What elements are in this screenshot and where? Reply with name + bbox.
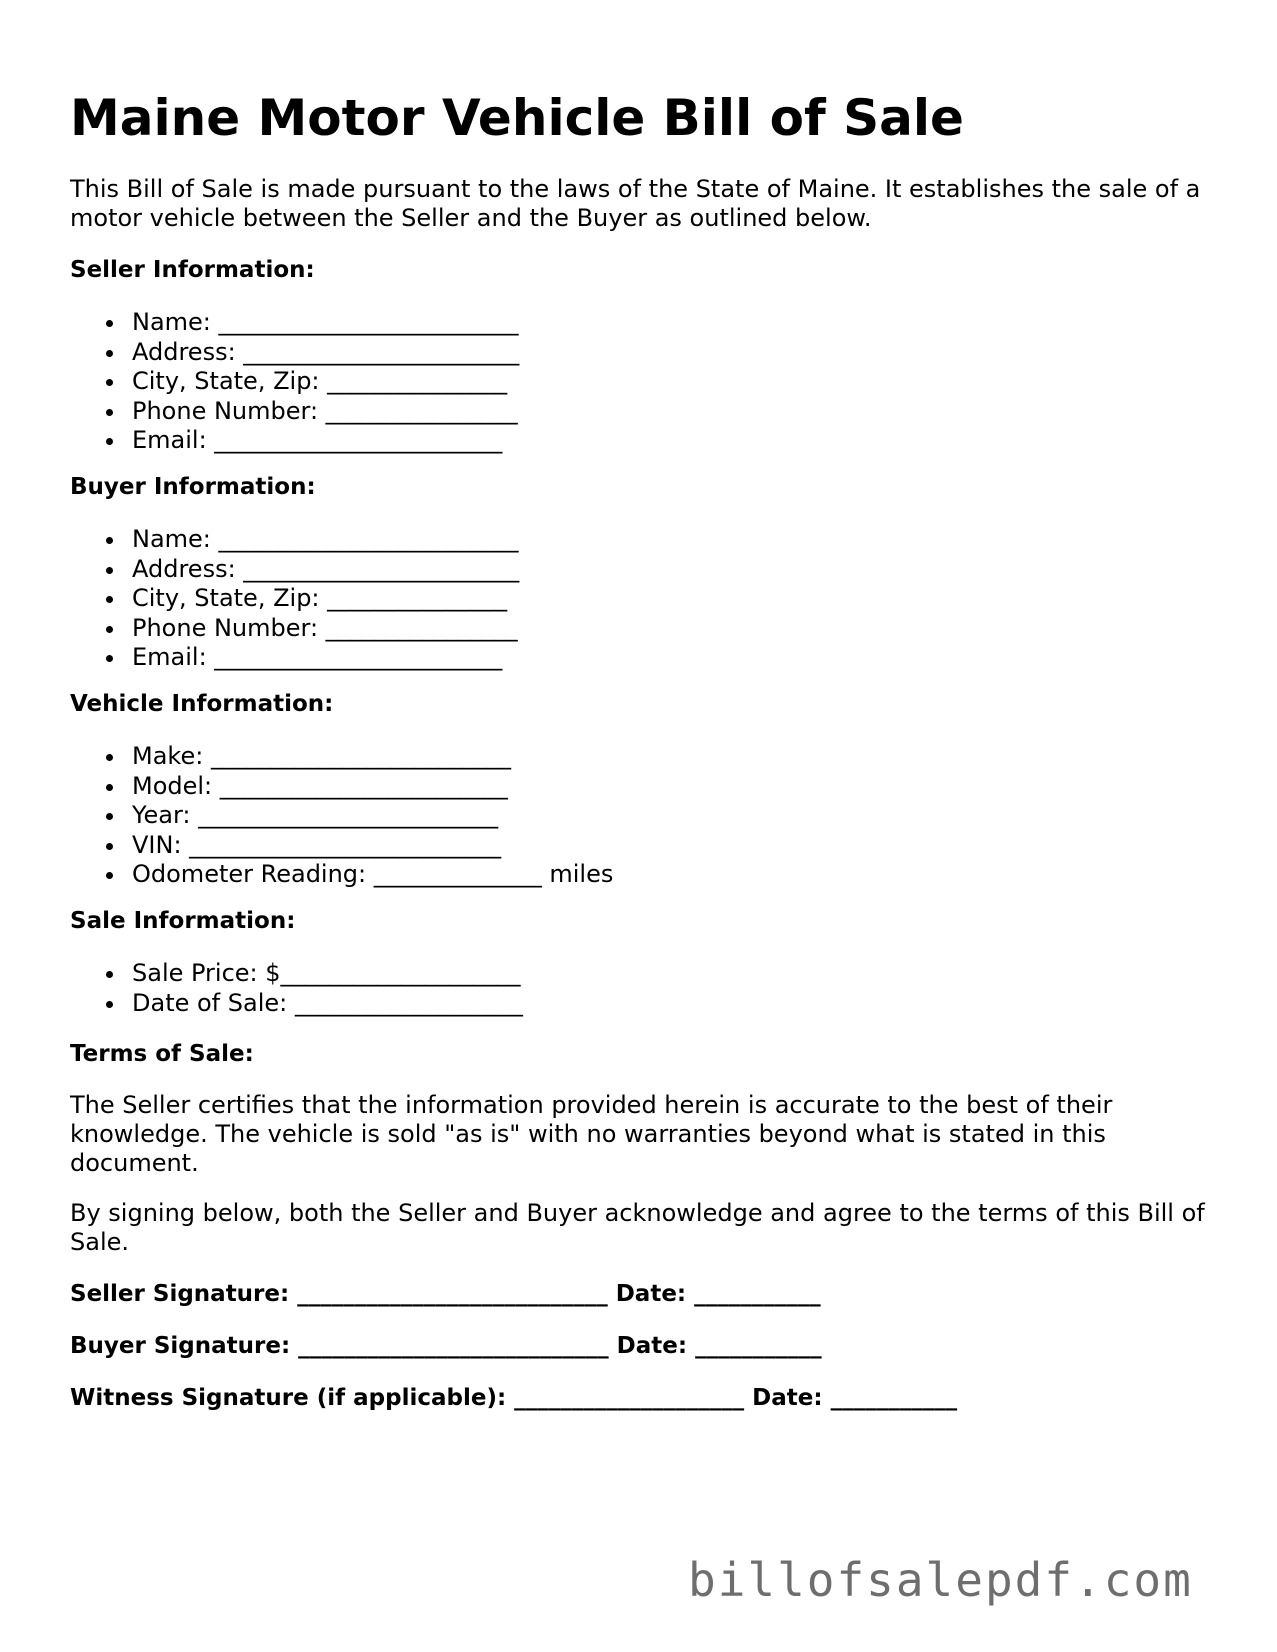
buyer-city-state-zip-field[interactable]: City, State, Zip: _______________ [70, 584, 519, 614]
buyer-info-list [70, 525, 519, 673]
sale-date-field[interactable]: Date of Sale: ___________________ [70, 989, 523, 1019]
vehicle-vin-field[interactable]: VIN: __________________________ [70, 831, 613, 861]
document-title: Maine Motor Vehicle Bill of Sale [70, 89, 964, 147]
seller-signature-line[interactable]: Seller Signature: ___________________________ Date: ___________ [70, 1281, 821, 1307]
terms-paragraph-certify: The Seller certifies that the information provided herein is accurate to the best of their knowledge. The vehicle is sold "as is" with no warranties beyond what is stated in this document. [70, 1091, 1113, 1177]
website-watermark: billofsalepdf.com [688, 1553, 1193, 1607]
buyer-phone-field[interactable]: Phone Number: ________________ [70, 614, 519, 644]
seller-phone-field[interactable]: Phone Number: ________________ [70, 397, 519, 427]
buyer-name-field[interactable]: Name: _________________________ [70, 525, 519, 555]
witness-signature-line[interactable]: Witness Signature (if applicable): ____________________ Date: ___________ [70, 1385, 958, 1411]
seller-info-list [70, 308, 519, 456]
vehicle-model-field[interactable]: Model: ________________________ [70, 772, 613, 802]
buyer-email-field[interactable]: Email: ________________________ [70, 643, 519, 673]
buyer-info-heading: Buyer Information: [70, 474, 316, 500]
vehicle-info-heading: Vehicle Information: [70, 691, 334, 717]
vehicle-odometer-field[interactable]: Odometer Reading: ______________ miles [70, 860, 613, 890]
sale-info-heading: Sale Information: [70, 908, 296, 934]
seller-address-field[interactable]: Address: _______________________ [70, 338, 519, 368]
buyer-signature-line[interactable]: Buyer Signature: ___________________________ Date: ___________ [70, 1333, 822, 1359]
vehicle-year-field[interactable]: Year: _________________________ [70, 801, 613, 831]
buyer-address-field[interactable]: Address: _______________________ [70, 555, 519, 585]
terms-paragraph-acknowledge: By signing below, both the Seller and Buyer acknowledge and agree to the terms of this Bill of Sale. [70, 1199, 1205, 1256]
seller-city-state-zip-field[interactable]: City, State, Zip: _______________ [70, 367, 519, 397]
seller-email-field[interactable]: Email: ________________________ [70, 426, 519, 456]
vehicle-info-list [70, 742, 613, 890]
terms-heading: Terms of Sale: [70, 1041, 254, 1067]
vehicle-make-field[interactable]: Make: _________________________ [70, 742, 613, 772]
sale-info-list [70, 959, 523, 1018]
intro-paragraph: This Bill of Sale is made pursuant to the laws of the State of Maine. It establishes the sale of a motor vehicle between the Seller and the Buyer as outlined below. [70, 175, 1201, 232]
seller-name-field[interactable]: Name: _________________________ [70, 308, 519, 338]
sale-price-field[interactable]: Sale Price: $____________________ [70, 959, 523, 989]
seller-info-heading: Seller Information: [70, 257, 315, 283]
